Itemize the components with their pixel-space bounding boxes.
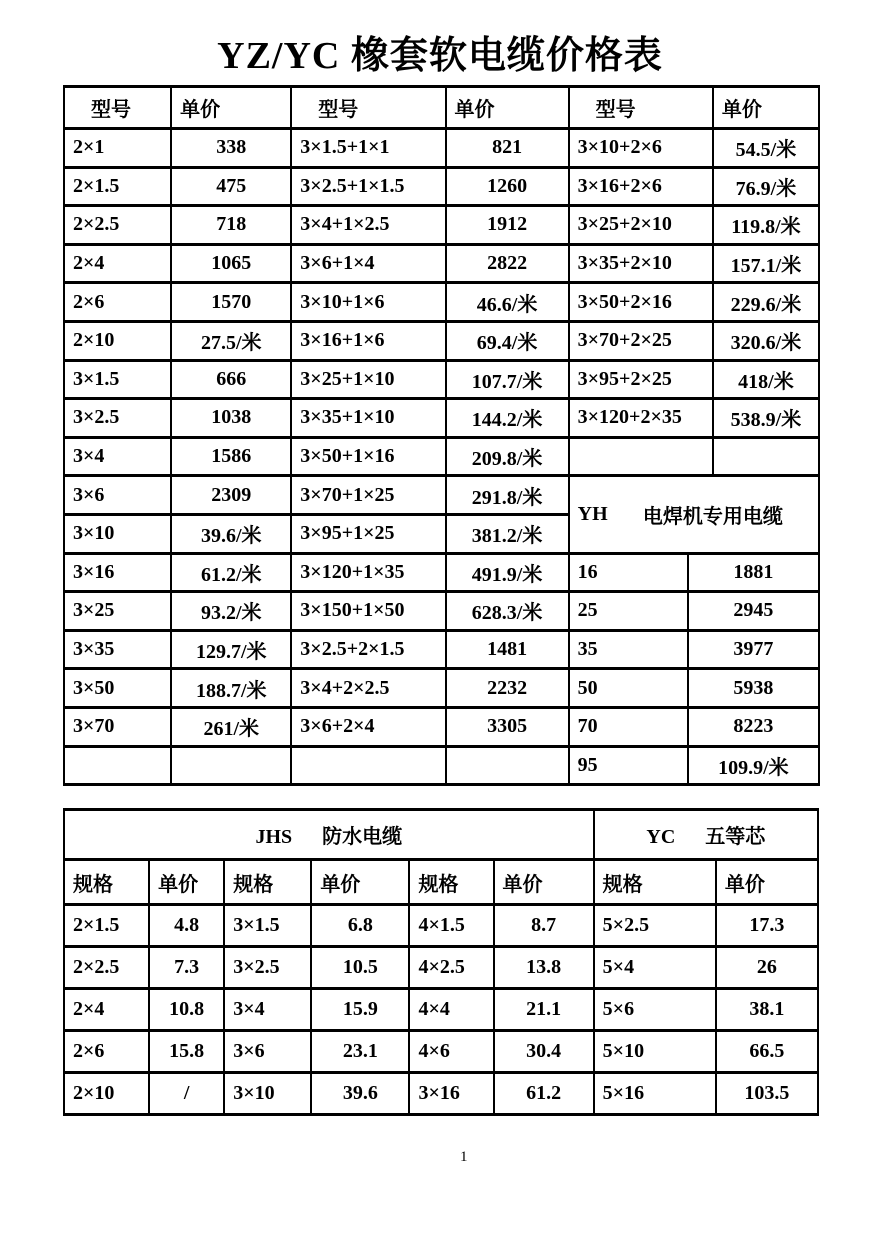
main-table-row bbox=[64, 437, 819, 476]
spec-cell: 3×2.5 bbox=[224, 947, 311, 989]
bottom-table-row bbox=[64, 1031, 818, 1073]
price-cell: / bbox=[149, 1073, 224, 1115]
spec-cell: 4×4 bbox=[409, 989, 493, 1031]
price-cell: 109.9/米 bbox=[688, 746, 819, 785]
bottom-table-header-row bbox=[64, 860, 818, 905]
spec-cell: 5×10 bbox=[594, 1031, 716, 1073]
model-cell: 3×50+2×16 bbox=[569, 283, 713, 322]
main-table-row bbox=[64, 129, 819, 168]
price-cell: 209.8/米 bbox=[446, 437, 569, 476]
model-cell: 3×35 bbox=[64, 630, 171, 669]
price-cell: 1038 bbox=[171, 399, 291, 438]
price-cell: 475 bbox=[171, 167, 291, 206]
bottom-table-row bbox=[64, 1073, 818, 1115]
section-header-row bbox=[64, 810, 818, 860]
price-cell: 491.9/米 bbox=[446, 553, 569, 592]
price-cell: 21.1 bbox=[494, 989, 594, 1031]
price-cell: 381.2/米 bbox=[446, 514, 569, 553]
main-table-row bbox=[64, 592, 819, 631]
price-cell: 39.6/米 bbox=[171, 514, 291, 553]
yc-title: 五等芯 bbox=[705, 826, 766, 848]
jhs-section-header bbox=[64, 810, 594, 860]
price-cell: 7.3 bbox=[149, 947, 224, 989]
price-cell: 2232 bbox=[446, 669, 569, 708]
spec-cell: 2×10 bbox=[64, 1073, 149, 1115]
price-cell: 27.5/米 bbox=[171, 321, 291, 360]
model-cell: 3×4 bbox=[64, 437, 171, 476]
model-cell: 16 bbox=[569, 553, 688, 592]
column-header-price: 单价 bbox=[713, 87, 819, 129]
price-cell: 8223 bbox=[688, 707, 819, 746]
model-cell: 25 bbox=[569, 592, 688, 631]
spec-cell: 3×16 bbox=[409, 1073, 493, 1115]
price-cell: 38.1 bbox=[716, 989, 818, 1031]
main-table-row bbox=[64, 206, 819, 245]
price-cell: 538.9/米 bbox=[713, 399, 819, 438]
model-cell: 3×95+1×25 bbox=[291, 514, 445, 553]
price-cell: 17.3 bbox=[716, 905, 818, 947]
column-header-spec: 规格 bbox=[409, 860, 493, 905]
main-table-row bbox=[64, 476, 819, 515]
main-table-row bbox=[64, 167, 819, 206]
spec-cell: 3×4 bbox=[224, 989, 311, 1031]
price-cell: 76.9/米 bbox=[713, 167, 819, 206]
price-cell: 229.6/米 bbox=[713, 283, 819, 322]
price-cell: 129.7/米 bbox=[171, 630, 291, 669]
model-cell: 3×2.5+1×1.5 bbox=[291, 167, 445, 206]
model-cell: 3×6+2×4 bbox=[291, 707, 445, 746]
model-cell: 70 bbox=[569, 707, 688, 746]
main-price-table bbox=[63, 85, 820, 786]
price-cell: 30.4 bbox=[494, 1031, 594, 1073]
page-number: 1 bbox=[460, 1149, 468, 1165]
spec-cell: 2×2.5 bbox=[64, 947, 149, 989]
model-cell: 3×10 bbox=[64, 514, 171, 553]
main-table-row bbox=[64, 321, 819, 360]
model-cell: 3×4+2×2.5 bbox=[291, 669, 445, 708]
price-cell: 61.2 bbox=[494, 1073, 594, 1115]
spec-cell: 3×10 bbox=[224, 1073, 311, 1115]
bottom-table-row bbox=[64, 947, 818, 989]
price-cell: 1570 bbox=[171, 283, 291, 322]
model-cell: 3×50 bbox=[64, 669, 171, 708]
price-cell: 821 bbox=[446, 129, 569, 168]
model-cell: 3×120+1×35 bbox=[291, 553, 445, 592]
model-cell: 3×10+1×6 bbox=[291, 283, 445, 322]
column-header-price: 单价 bbox=[311, 860, 409, 905]
model-cell: 2×1.5 bbox=[64, 167, 171, 206]
price-cell: 2822 bbox=[446, 244, 569, 283]
price-cell bbox=[713, 437, 819, 476]
price-cell: 1481 bbox=[446, 630, 569, 669]
main-table-row bbox=[64, 399, 819, 438]
price-cell: 69.4/米 bbox=[446, 321, 569, 360]
model-cell: 3×35+1×10 bbox=[291, 399, 445, 438]
price-cell bbox=[446, 746, 569, 785]
spec-cell: 5×6 bbox=[594, 989, 716, 1031]
price-cell: 10.8 bbox=[149, 989, 224, 1031]
column-header-spec: 规格 bbox=[594, 860, 716, 905]
spec-cell: 2×4 bbox=[64, 989, 149, 1031]
model-cell: 3×10+2×6 bbox=[569, 129, 713, 168]
yc-section-header bbox=[594, 810, 818, 860]
price-cell: 103.5 bbox=[716, 1073, 818, 1115]
main-table-row bbox=[64, 669, 819, 708]
model-cell: 2×2.5 bbox=[64, 206, 171, 245]
model-cell: 3×25+2×10 bbox=[569, 206, 713, 245]
price-cell: 23.1 bbox=[311, 1031, 409, 1073]
jhs-yc-table bbox=[63, 808, 819, 1116]
page-title: YZ/YC 橡套软电缆价格表 bbox=[217, 35, 663, 77]
price-cell: 718 bbox=[171, 206, 291, 245]
spec-cell: 4×2.5 bbox=[409, 947, 493, 989]
model-cell: 3×2.5+2×1.5 bbox=[291, 630, 445, 669]
model-cell: 3×25 bbox=[64, 592, 171, 631]
price-cell: 628.3/米 bbox=[446, 592, 569, 631]
column-header-model: 型号 bbox=[569, 87, 713, 129]
price-cell: 15.8 bbox=[149, 1031, 224, 1073]
column-header-model: 型号 bbox=[291, 87, 445, 129]
price-cell: 4.8 bbox=[149, 905, 224, 947]
price-cell: 61.2/米 bbox=[171, 553, 291, 592]
column-header-price: 单价 bbox=[716, 860, 818, 905]
price-cell: 1260 bbox=[446, 167, 569, 206]
main-table-row bbox=[64, 553, 819, 592]
price-cell: 1586 bbox=[171, 437, 291, 476]
price-cell: 418/米 bbox=[713, 360, 819, 399]
spec-cell: 5×16 bbox=[594, 1073, 716, 1115]
bottom-table-row bbox=[64, 905, 818, 947]
column-header-price: 单价 bbox=[494, 860, 594, 905]
main-table-header-row bbox=[64, 87, 819, 129]
model-cell: 3×2.5 bbox=[64, 399, 171, 438]
yh-section-header bbox=[569, 476, 819, 553]
main-table-row bbox=[64, 630, 819, 669]
price-cell: 26 bbox=[716, 947, 818, 989]
model-cell bbox=[569, 437, 713, 476]
spec-cell: 3×6 bbox=[224, 1031, 311, 1073]
spec-cell: 2×1.5 bbox=[64, 905, 149, 947]
model-cell: 3×70+2×25 bbox=[569, 321, 713, 360]
price-cell: 66.5 bbox=[716, 1031, 818, 1073]
price-cell: 1881 bbox=[688, 553, 819, 592]
spec-cell: 4×6 bbox=[409, 1031, 493, 1073]
model-cell: 35 bbox=[569, 630, 688, 669]
model-cell: 3×50+1×16 bbox=[291, 437, 445, 476]
model-cell: 3×16+1×6 bbox=[291, 321, 445, 360]
price-cell: 2309 bbox=[171, 476, 291, 515]
model-cell: 3×4+1×2.5 bbox=[291, 206, 445, 245]
yh-code: YH bbox=[577, 502, 608, 525]
price-cell: 1912 bbox=[446, 206, 569, 245]
model-cell: 3×6 bbox=[64, 476, 171, 515]
column-header-price: 单价 bbox=[171, 87, 291, 129]
price-cell: 666 bbox=[171, 360, 291, 399]
model-cell: 2×6 bbox=[64, 283, 171, 322]
model-cell: 50 bbox=[569, 669, 688, 708]
price-cell: 10.5 bbox=[311, 947, 409, 989]
price-cell: 188.7/米 bbox=[171, 669, 291, 708]
column-header-price: 单价 bbox=[446, 87, 569, 129]
price-cell: 39.6 bbox=[311, 1073, 409, 1115]
price-cell: 261/米 bbox=[171, 707, 291, 746]
bottom-table-row bbox=[64, 989, 818, 1031]
price-cell: 5938 bbox=[688, 669, 819, 708]
spec-cell: 2×6 bbox=[64, 1031, 149, 1073]
price-cell bbox=[171, 746, 291, 785]
main-table-row bbox=[64, 707, 819, 746]
spec-cell: 4×1.5 bbox=[409, 905, 493, 947]
model-cell: 3×150+1×50 bbox=[291, 592, 445, 631]
price-cell: 338 bbox=[171, 129, 291, 168]
price-cell: 1065 bbox=[171, 244, 291, 283]
jhs-code: JHS bbox=[255, 826, 293, 848]
price-cell: 320.6/米 bbox=[713, 321, 819, 360]
model-cell: 3×1.5 bbox=[64, 360, 171, 399]
model-cell: 2×10 bbox=[64, 321, 171, 360]
model-cell bbox=[64, 746, 171, 785]
model-cell: 2×4 bbox=[64, 244, 171, 283]
column-header-price: 单价 bbox=[149, 860, 224, 905]
model-cell: 3×35+2×10 bbox=[569, 244, 713, 283]
main-table-row bbox=[64, 244, 819, 283]
main-table-row bbox=[64, 746, 819, 785]
model-cell: 95 bbox=[569, 746, 688, 785]
column-header-model: 型号 bbox=[64, 87, 171, 129]
price-cell: 157.1/米 bbox=[713, 244, 819, 283]
model-cell: 3×70 bbox=[64, 707, 171, 746]
column-header-spec: 规格 bbox=[224, 860, 311, 905]
price-cell: 144.2/米 bbox=[446, 399, 569, 438]
price-cell: 13.8 bbox=[494, 947, 594, 989]
column-header-spec: 规格 bbox=[64, 860, 149, 905]
price-cell: 93.2/米 bbox=[171, 592, 291, 631]
model-cell: 3×1.5+1×1 bbox=[291, 129, 445, 168]
price-cell: 3305 bbox=[446, 707, 569, 746]
main-table-row bbox=[64, 360, 819, 399]
model-cell bbox=[291, 746, 445, 785]
model-cell: 3×25+1×10 bbox=[291, 360, 445, 399]
model-cell: 3×120+2×35 bbox=[569, 399, 713, 438]
spec-cell: 3×1.5 bbox=[224, 905, 311, 947]
model-cell: 2×1 bbox=[64, 129, 171, 168]
price-cell: 46.6/米 bbox=[446, 283, 569, 322]
model-cell: 3×16+2×6 bbox=[569, 167, 713, 206]
model-cell: 3×6+1×4 bbox=[291, 244, 445, 283]
price-cell: 8.7 bbox=[494, 905, 594, 947]
spec-cell: 5×4 bbox=[594, 947, 716, 989]
price-cell: 119.8/米 bbox=[713, 206, 819, 245]
model-cell: 3×95+2×25 bbox=[569, 360, 713, 399]
price-cell: 15.9 bbox=[311, 989, 409, 1031]
price-cell: 291.8/米 bbox=[446, 476, 569, 515]
jhs-title: 防水电缆 bbox=[322, 826, 403, 848]
price-cell: 107.7/米 bbox=[446, 360, 569, 399]
price-cell: 2945 bbox=[688, 592, 819, 631]
model-cell: 3×70+1×25 bbox=[291, 476, 445, 515]
price-cell: 3977 bbox=[688, 630, 819, 669]
yh-title: 电焊机专用电缆 bbox=[642, 505, 783, 528]
yc-code: YC bbox=[646, 826, 676, 848]
price-cell: 6.8 bbox=[311, 905, 409, 947]
spec-cell: 5×2.5 bbox=[594, 905, 716, 947]
price-cell: 54.5/米 bbox=[713, 129, 819, 168]
model-cell: 3×16 bbox=[64, 553, 171, 592]
main-table-row bbox=[64, 283, 819, 322]
